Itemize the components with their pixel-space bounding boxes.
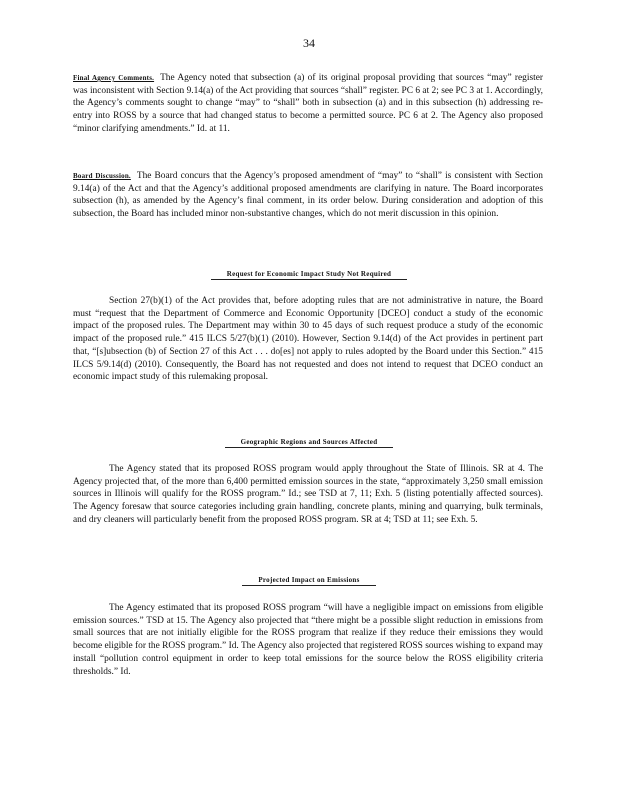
board-discussion-heading: Board Discussion. [73, 172, 131, 180]
final-agency-comments-heading: Final Agency Comments. [73, 74, 155, 82]
page-number: 34 [303, 36, 315, 50]
final-agency-comments-paragraph [73, 72, 543, 136]
final-agency-comments-text: The Agency noted that subsection (a) of its original proposal providing that sources “may” register was inconsistent with Section 9.14(a) of the Act providing that sources “shall” register. PC 6 at 2; see PC 3 at 1. Accordingly, the Agency’s comments sought to change “may” to “shall” both in subsection (a) and in this subsection (h) addressing re-entry into ROSS by a source that had changed status to become a permitted source. PC 6 at 2. The Agency also proposed “minor clarifying amendments.” Id. at 11. [73, 73, 543, 134]
projected-impact-paragraph: The Agency estimated that its proposed ROSS program “will have a negligible impact on emissions from eligible emission sources.” TSD at 15. The Agency also projected that “there might be a possible slight reduction in emissions from small sources that are not initially eligible for the ROSS program that realize if they reduce their emissions they would become eligible for the ROSS program.” Id. The Agency also projected that registered ROSS sources wishing to expand may install “pollution control equipment in order to keep total emissions for the source below the ROSS eligibility criteria thresholds.” Id. [73, 603, 543, 677]
board-discussion-text: The Board concurs that the Agency’s proposed amendment of “may” to “shall” is consistent with Section 9.14(a) of the Act and that the Agency’s additional proposed amendments are clarifying in nature. The Board incorporates subsection (h), as amended by the Agency’s final comment, in its order below. During consideration and adoption of this subsection, the Board has included minor non-substantive changes, which do not merit discussion in this opinion. [73, 171, 543, 220]
board-discussion-paragraph [73, 170, 543, 221]
section-heading-economic-impact: Request for Economic Impact Study Not Required [0, 270, 618, 280]
economic-impact-paragraph: Section 27(b)(1) of the Act provides that, before adopting rules that are not administrative in nature, the Board must “request that the Department of Commerce and Economic Opportunity [DCEO] conduct a study of the economic impact of the proposed rules. The Department may within 30 to 45 days of such request produce a study of the economic impact of the proposed rule.” 415 ILCS 5/27(b)(1) (2010). However, Section 9.14(d) of the Act provides in pertinent part that, “[s]ubsection (b) of Section 27 of this Act . . . do[es] not apply to rules adopted by the Board under this Section.” 415 ILCS 5/9.14(d) (2010). Consequently, the Board has not requested and does not intend to request that DCEO conduct an economic impact study of this rulemaking proposal. [73, 296, 543, 383]
section-heading-projected-impact: Projected Impact on Emissions [0, 576, 618, 586]
section-heading-geographic-regions: Geographic Regions and Sources Affected [0, 438, 618, 448]
geographic-regions-paragraph: The Agency stated that its proposed ROSS program would apply throughout the State of Illinois. SR at 4. The Agency projected that, of the more than 6,400 permitted emission sources in the state, “approximately 3,250 small emission sources in Illinois will qualify for the ROSS program.” Id.; see TSD at 7, 11; Exh. 5 (listing potentially affected sources). The Agency foresaw that source categories including grain handling, concrete plants, mining and quarrying, bulk terminals, and dry cleaners will particularly benefit from the proposed ROSS program. SR at 4; TSD at 11; see Exh. 5. [73, 464, 543, 525]
